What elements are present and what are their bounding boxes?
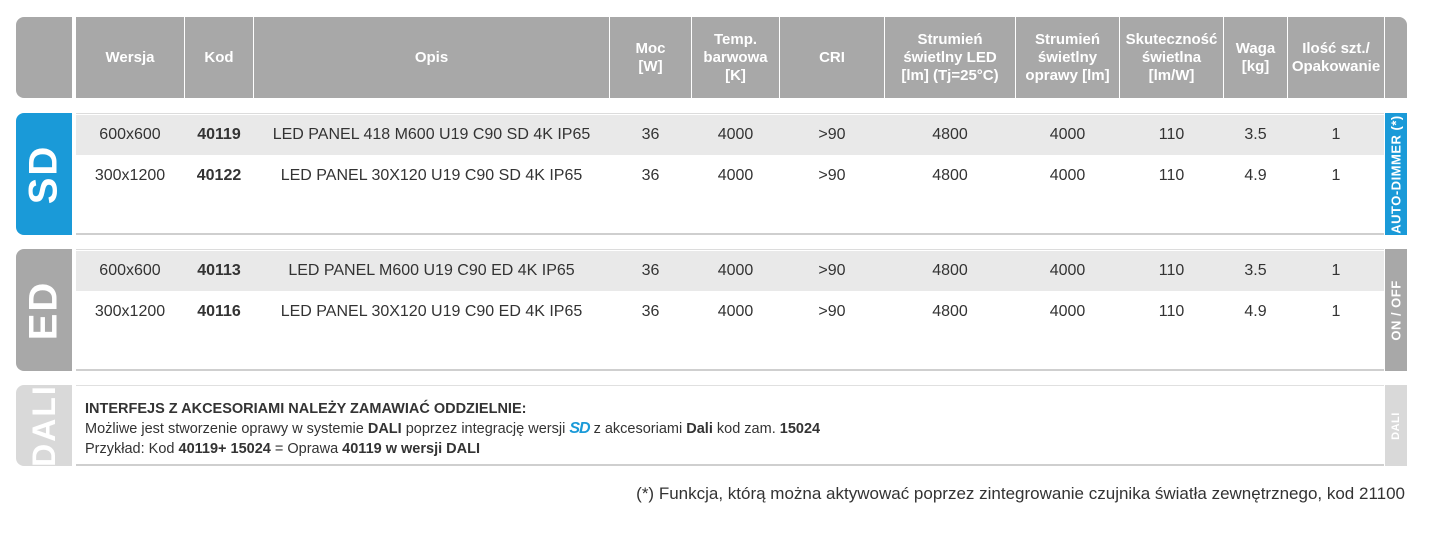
table-cell: 4000 <box>1049 126 1086 143</box>
group-tab-label: ED <box>21 280 66 340</box>
group-side-band <box>1385 249 1407 371</box>
table-cell: 110 <box>1158 303 1185 320</box>
table-cell: 40122 <box>196 167 242 184</box>
dali-tab <box>16 385 72 466</box>
table-cell: 300x1200 <box>94 167 166 184</box>
table-cell: >90 <box>818 303 846 320</box>
sd-logo-icon: SD <box>569 420 590 437</box>
table-cell: 4000 <box>1049 303 1086 320</box>
table-cell: 1 <box>1331 303 1341 320</box>
table-cell: 110 <box>1158 262 1185 279</box>
table-row <box>0 251 1430 291</box>
table-cell: 300x1200 <box>94 303 166 320</box>
table-cell: 4.9 <box>1244 303 1267 320</box>
column-header-label: CRI <box>819 48 845 66</box>
dali-text-bold: 40119+ 15024 <box>178 441 271 457</box>
table-cell: LED PANEL 30X120 U19 C90 SD 4K IP65 <box>280 167 583 184</box>
dali-text-bold: 40119 w wersji DALI <box>342 441 480 457</box>
column-header <box>610 17 691 98</box>
dali-tab-label: DALI <box>25 384 62 467</box>
table-cell: 40113 <box>197 262 241 279</box>
table-row <box>0 115 1430 155</box>
footnote: (*) Funkcja, którą można aktywować poprzez zintegrowanie czujnika światła zewnętrznego, kod 21100 <box>636 484 1405 503</box>
table-cell: >90 <box>818 262 846 279</box>
column-header-label: Kod <box>204 48 234 66</box>
dali-side-band <box>1385 385 1407 466</box>
dali-heading: INTERFEJS Z AKCESORIAMI NALEŻY ZAMAWIAĆ ODDZIELNIE: <box>85 401 527 417</box>
column-header-label: Moc [W] <box>635 39 666 75</box>
dali-line-2 <box>85 419 820 439</box>
dali-text-bold: DALI <box>367 421 402 437</box>
table-cell: 4000 <box>717 126 754 143</box>
table-cell: 3.5 <box>1244 262 1267 279</box>
table-cell: 4.9 <box>1244 167 1267 184</box>
column-header-label: Waga [kg] <box>1235 39 1276 75</box>
table-cell: 4800 <box>932 303 968 320</box>
column-header <box>185 17 253 98</box>
column-header <box>1120 17 1223 98</box>
dali-text: z akcesoriami <box>589 421 687 437</box>
table-cell: 600x600 <box>99 126 161 143</box>
column-header <box>885 17 1015 98</box>
dali-line-3 <box>85 439 820 459</box>
dali-note <box>85 399 820 459</box>
table-cell: >90 <box>818 126 846 143</box>
dali-text: Możliwe jest stworzenie oprawy w systemie <box>85 421 368 437</box>
table-cell: >90 <box>818 167 846 184</box>
table-cell: 4000 <box>717 303 754 320</box>
table-cell: 4000 <box>1049 262 1086 279</box>
dali-side-label: DALI <box>1390 411 1403 440</box>
column-header <box>1224 17 1287 98</box>
table-cell: 4800 <box>932 126 968 143</box>
dali-text-bold: Dali <box>686 421 713 437</box>
column-header-label: Strumień świetlny LED [lm] (Tj=25°C) <box>901 30 999 84</box>
table-cell: 40119 <box>197 126 241 143</box>
table-cell: 1 <box>1331 126 1341 143</box>
table-cell: 36 <box>641 262 660 279</box>
table-cell: 1 <box>1331 167 1341 184</box>
table-cell: 110 <box>1158 167 1185 184</box>
table-cell: LED PANEL M600 U19 C90 ED 4K IP65 <box>288 262 575 279</box>
column-header <box>1288 17 1384 98</box>
column-header-label: Ilość szt./ Opakowanie <box>1291 39 1381 75</box>
table-cell: 110 <box>1158 126 1185 143</box>
table-cell: LED PANEL 418 M600 U19 C90 SD 4K IP65 <box>272 126 591 143</box>
dali-note-panel <box>76 385 1384 466</box>
table-cell: 36 <box>641 126 660 143</box>
column-header-label: Temp. barwowa [K] <box>703 30 768 84</box>
table-cell: 36 <box>641 167 660 184</box>
table-cell: 3.5 <box>1244 126 1267 143</box>
table-cell: LED PANEL 30X120 U19 C90 ED 4K IP65 <box>280 303 583 320</box>
group-tab-label: SD <box>21 144 66 204</box>
table-cell: 4000 <box>717 262 754 279</box>
header-corner <box>16 17 72 98</box>
column-header <box>76 17 184 98</box>
dali-text: poprzez integrację wersji <box>401 421 570 437</box>
dali-text-bold: 15024 <box>779 421 821 437</box>
table-cell: 4000 <box>717 167 754 184</box>
column-header-label: Strumień świetlny oprawy [lm] <box>1025 30 1110 84</box>
group-side-label: AUTO-DIMMER (*) <box>1388 114 1404 234</box>
table-cell: 600x600 <box>99 262 161 279</box>
table-cell: 1 <box>1331 262 1341 279</box>
column-header-label: Skuteczność świetlna [lm/W] <box>1125 30 1218 84</box>
table-cell: 4800 <box>932 167 968 184</box>
table-cell: 40116 <box>197 303 241 320</box>
dali-text: = Oprawa <box>270 441 343 457</box>
dali-text: kod zam. <box>712 421 780 437</box>
header-corner-right <box>1385 17 1407 98</box>
table-cell: 4800 <box>932 262 968 279</box>
column-header <box>1016 17 1119 98</box>
table-cell: 4000 <box>1049 167 1086 184</box>
column-header <box>692 17 779 98</box>
column-header <box>780 17 884 98</box>
dali-text: Przykład: Kod <box>85 441 179 457</box>
table-row <box>0 156 1430 196</box>
group-side-label: ON / OFF <box>1388 279 1404 341</box>
table-cell: 36 <box>641 303 660 320</box>
group-side-band <box>1385 113 1407 235</box>
column-header-label: Opis <box>414 48 449 66</box>
column-header <box>254 17 609 98</box>
column-header-label: Wersja <box>105 48 155 66</box>
table-row <box>0 292 1430 332</box>
